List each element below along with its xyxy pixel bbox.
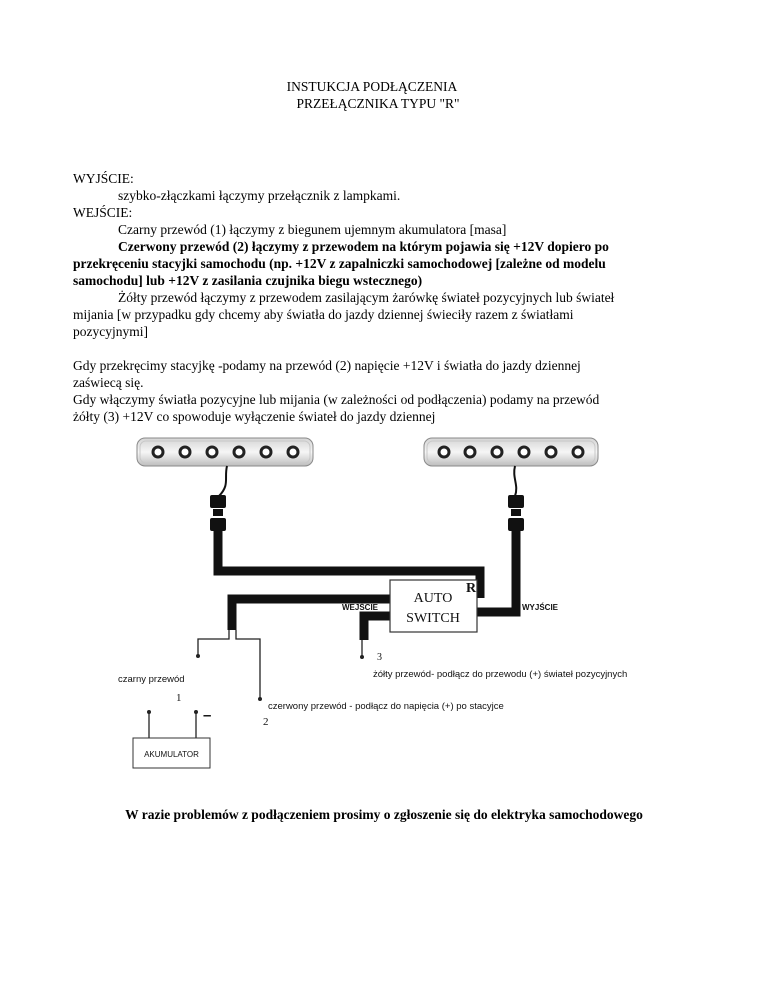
yellow-wire-end <box>360 655 364 659</box>
yellow-wire-text-line2: mijania [w przypadku gdy chcemy aby światła do jazdy dziennej świeciły razem z światłami <box>73 307 574 322</box>
yellow-wire-text-line3: pozycyjnymi] <box>73 324 148 339</box>
black-wire-diagram-label: czarny przewód <box>118 674 185 685</box>
wire-number-1: 1 <box>176 692 182 704</box>
led-strip-left <box>137 438 313 466</box>
paragraph2-line2: zaświecą się. <box>73 375 144 390</box>
paragraph3-line1: Gdy włączymy światła pozycyjne lub mijania (w zależności od podłączenia) podamy na przewód <box>73 392 600 407</box>
battery-label: AKUMULATOR <box>144 750 199 759</box>
right-connector <box>508 495 524 531</box>
wyjscie-text: szybko-złączkami łączymy przełącznik z lampkami. <box>118 188 401 203</box>
wire-number-2: 2 <box>263 716 269 728</box>
minus-sign: – <box>203 707 212 724</box>
led-strip-right <box>424 438 598 466</box>
red-wire-end <box>258 697 262 701</box>
black-wire-text: Czarny przewód (1) łączymy z biegunem ujemnym akumulatora [masa] <box>118 222 507 237</box>
black-wire-end <box>196 654 200 658</box>
switch-label-line2: SWITCH <box>406 611 460 626</box>
switch-type-label: R <box>466 581 477 596</box>
red-wire <box>236 630 260 698</box>
right-lead-wire <box>514 466 516 496</box>
document-title-line1: INSTUKCJA PODŁĄCZENIA <box>286 79 458 94</box>
wyjscie-heading: WYJŚCIE: <box>73 171 134 186</box>
left-connector <box>210 495 226 531</box>
wejscie-diagram-label: WEJŚCIE <box>342 603 379 612</box>
wyjscie-diagram-label: WYJŚCIE <box>522 603 559 612</box>
red-wire-text-line2: przekręceniu stacyjki samochodu (np. +12V z zapalniczki samochodowej [zależne od modelu <box>73 256 606 271</box>
paragraph2-line1: Gdy przekręcimy stacyjkę -podamy na przewód (2) napięcie +12V i światła do jazdy dziennej <box>73 358 581 373</box>
black-wire <box>198 630 229 655</box>
wejscie-heading: WEJŚCIE: <box>73 205 133 220</box>
switch-label-line1: AUTO <box>413 591 453 606</box>
document-title-line2: PRZEŁĄCZNIKA TYPU "R" <box>296 96 460 111</box>
battery-plus-terminal <box>147 710 151 714</box>
wire-number-3: 3 <box>377 652 382 663</box>
paragraph3-line2: żółty (3) +12V co spowoduje wyłączenie świateł do jazdy dziennej <box>73 409 436 424</box>
red-wire-text-line3: samochodu] lub +12V z zasilania czujnika biegu wstecznego) <box>73 273 423 288</box>
battery-minus-terminal <box>194 710 198 714</box>
red-wire-diagram-label: czerwony przewód - podłącz do napięcia (+) po stacyjce <box>268 701 504 712</box>
yellow-wire-text-line1: Żółty przewód łączymy z przewodem zasilającym żarówkę świateł pozycyjnych lub świateł <box>118 290 615 305</box>
footer-note: W razie problemów z podłączeniem prosimy o zgłoszenie się do elektryka samochodowego <box>125 807 643 822</box>
red-wire-text-line1: Czerwony przewód (2) łączymy z przewodem na którym pojawia się +12V dopiero po <box>118 239 609 254</box>
input-cable-yellow <box>364 616 390 640</box>
yellow-wire-diagram-label: żółty przewód- podłącz do przewodu (+) świateł pozycyjnych <box>373 669 628 680</box>
left-lead-wire <box>219 466 227 496</box>
